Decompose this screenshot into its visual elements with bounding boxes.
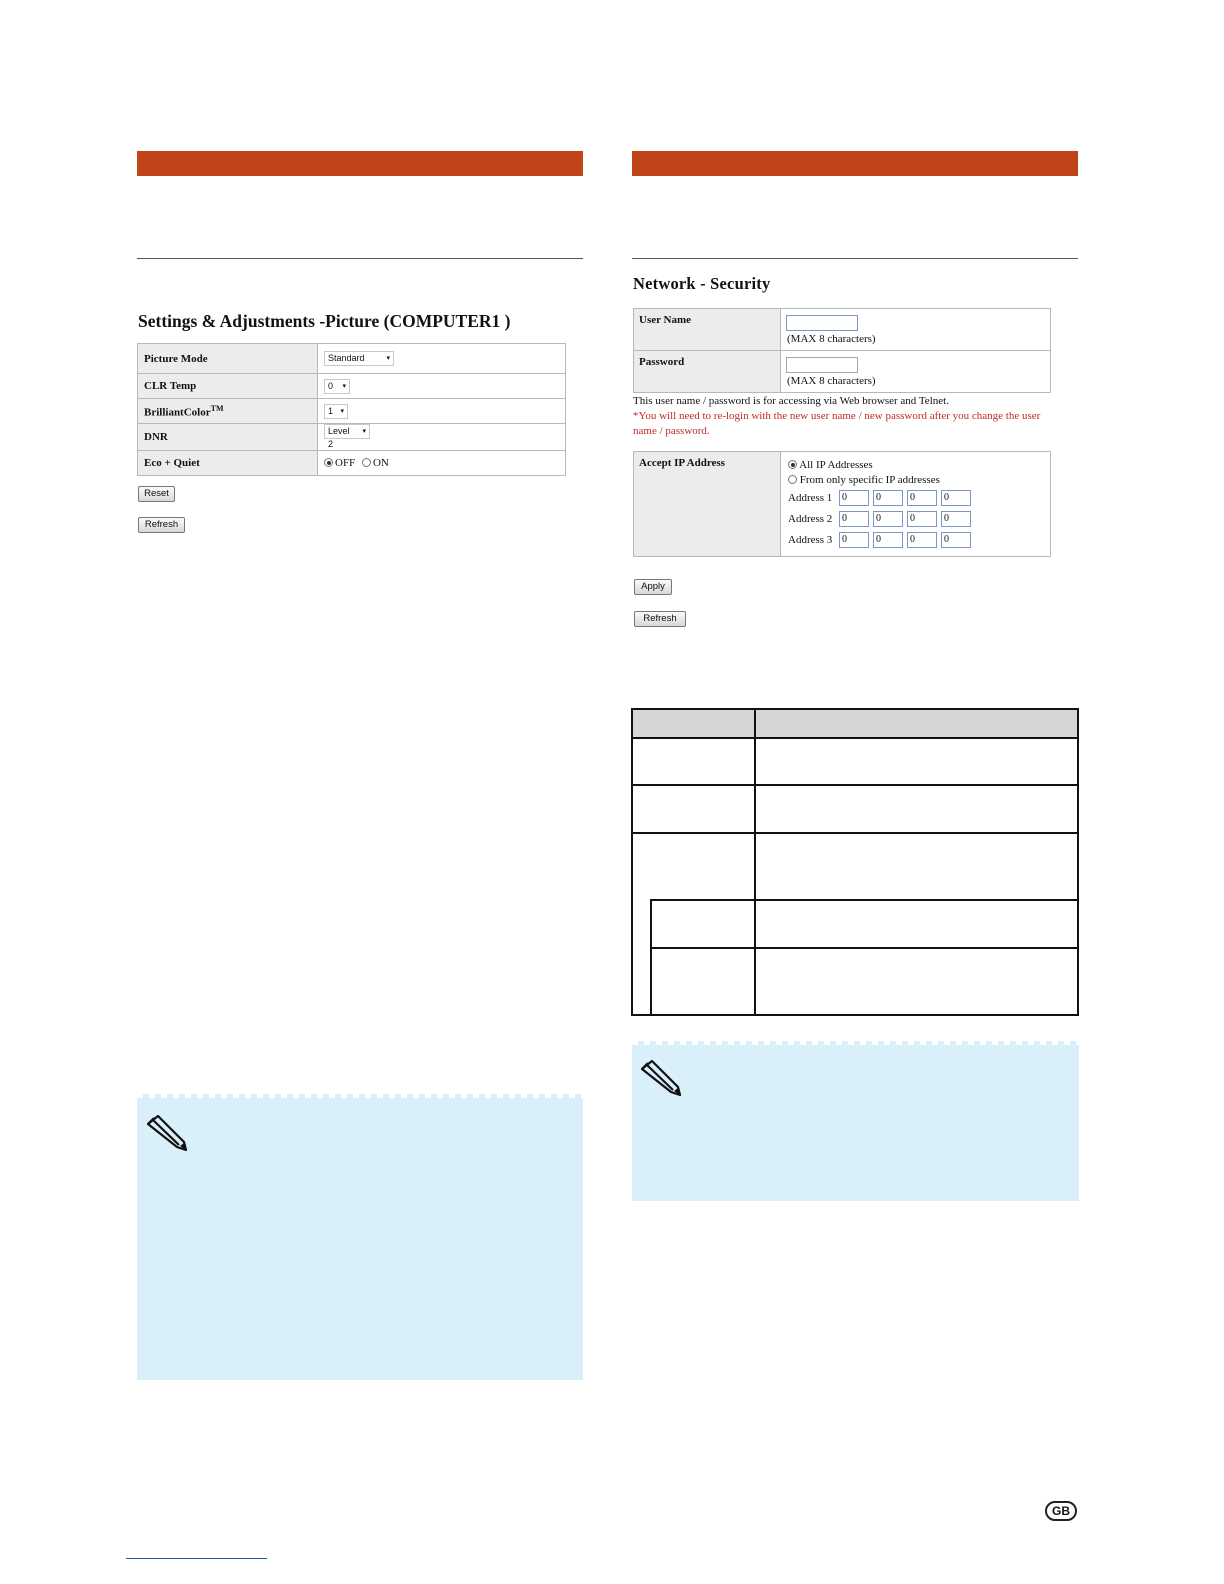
apply-button[interactable]: Apply xyxy=(634,579,672,595)
chevron-down-icon: ▾ xyxy=(342,382,346,390)
password-row xyxy=(633,350,1051,393)
credentials-note: This user name / password is for accessing via Web browser and Telnet. xyxy=(633,395,949,407)
table-row xyxy=(138,424,566,451)
all-ip-radio[interactable] xyxy=(788,460,797,469)
address-2-octet-4[interactable]: 0 xyxy=(941,511,971,527)
address-2-label: Address 2 xyxy=(788,513,833,525)
table-row xyxy=(138,344,566,374)
picture-settings-title: Settings & Adjustments -Picture (COMPUTER1 ) xyxy=(138,311,511,331)
dnr-label: DNR xyxy=(138,424,318,451)
table-row xyxy=(138,399,566,424)
specific-ip-radio[interactable] xyxy=(788,475,797,484)
pencil-icon xyxy=(144,1112,190,1152)
eco-quiet-off-radio[interactable] xyxy=(324,458,333,467)
footer-link-underline xyxy=(126,1558,267,1559)
dnr-select[interactable]: Level 2 ▾ xyxy=(324,424,370,439)
eco-quiet-label: Eco + Quiet xyxy=(138,451,318,476)
address-1-row xyxy=(788,492,832,504)
relogin-warning: *You will need to re-login with the new user name / new password after you change the user name / password. xyxy=(633,410,1041,437)
clr-temp-select[interactable]: 0 ▾ xyxy=(324,379,350,394)
address-2-row xyxy=(788,513,832,525)
chevron-down-icon: ▾ xyxy=(386,355,390,362)
section-header-bar-right xyxy=(632,151,1078,176)
eco-quiet-on-radio[interactable] xyxy=(362,458,371,467)
table-row xyxy=(138,374,566,399)
address-2-octet-2[interactable]: 0 xyxy=(873,511,903,527)
table-row: Eco + Quiet OFF ON xyxy=(138,451,566,476)
section-header-bar-left xyxy=(137,151,583,176)
address-2-octet-3[interactable]: 0 xyxy=(907,511,937,527)
brilliantcolor-select[interactable]: 1 ▾ xyxy=(324,404,348,419)
picture-settings-table xyxy=(137,343,566,476)
reset-button[interactable]: Reset xyxy=(138,486,175,502)
pencil-icon xyxy=(638,1057,684,1097)
divider-right xyxy=(632,258,1078,259)
address-2-octet-1[interactable]: 0 xyxy=(839,511,869,527)
note-panel-left xyxy=(137,1094,583,1380)
clr-temp-label: CLR Temp xyxy=(138,374,318,399)
address-1-octet-1[interactable]: 0 xyxy=(839,490,869,506)
picture-refresh-button[interactable]: Refresh xyxy=(138,517,185,533)
address-3-octet-4[interactable]: 0 xyxy=(941,532,971,548)
picture-mode-label: Picture Mode xyxy=(138,344,318,374)
region-badge: GB xyxy=(1045,1501,1077,1521)
address-3-label: Address 3 xyxy=(788,534,833,546)
specific-ip-option-label: From only specific IP addresses xyxy=(799,474,940,486)
chevron-down-icon: ▾ xyxy=(340,407,344,415)
accept-ip-row xyxy=(633,451,1051,557)
table-header-row xyxy=(633,710,1077,737)
user-name-label: User Name xyxy=(634,309,781,350)
brilliantcolor-label: BrilliantColor™ xyxy=(138,399,318,424)
address-3-row xyxy=(788,534,832,546)
picture-mode-select[interactable]: Standard ▾ xyxy=(324,351,394,366)
password-label: Password xyxy=(634,351,781,392)
address-3-octet-3[interactable]: 0 xyxy=(907,532,937,548)
password-input[interactable] xyxy=(786,357,858,373)
accept-ip-label: Accept IP Address xyxy=(634,452,781,556)
password-hint: (MAX 8 characters) xyxy=(787,375,876,387)
address-1-label: Address 1 xyxy=(788,492,833,504)
address-1-octet-3[interactable]: 0 xyxy=(907,490,937,506)
chevron-down-icon: ▾ xyxy=(362,428,366,435)
divider-left xyxy=(137,258,583,259)
user-name-input[interactable] xyxy=(786,315,858,331)
security-refresh-button[interactable]: Refresh xyxy=(634,611,686,627)
user-name-hint: (MAX 8 characters) xyxy=(787,333,876,345)
address-3-octet-1[interactable]: 0 xyxy=(839,532,869,548)
description-table xyxy=(631,708,1079,1016)
user-name-row xyxy=(633,308,1051,351)
network-security-title: Network - Security xyxy=(633,274,771,293)
note-panel-right xyxy=(632,1041,1079,1201)
address-3-octet-2[interactable]: 0 xyxy=(873,532,903,548)
address-1-octet-2[interactable]: 0 xyxy=(873,490,903,506)
all-ip-option-label: All IP Addresses xyxy=(799,459,873,471)
address-1-octet-4[interactable]: 0 xyxy=(941,490,971,506)
